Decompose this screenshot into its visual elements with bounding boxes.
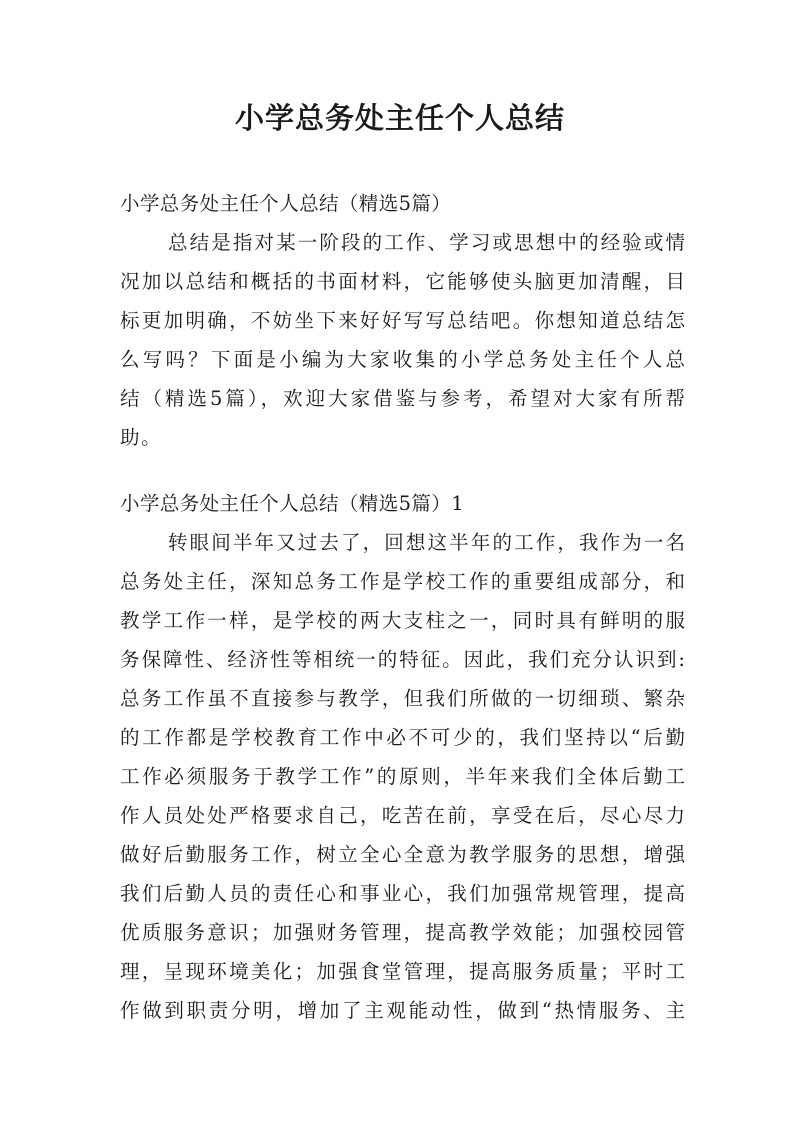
intro-line: 总结是指对某一阶段的工作、学习或思想中的经验或情 <box>168 231 685 254</box>
section-heading: 小学总务处主任个人总结（精选5篇）1 <box>120 492 465 515</box>
intro-line: 助。 <box>120 426 163 449</box>
section-line: 转眼间半年又过去了，回想这半年的工作，我作为一名 <box>168 531 685 554</box>
intro-line: 么写吗？下面是小编为大家收集的小学总务处主任个人总 <box>120 348 685 371</box>
section-line: 总务工作虽不直接参与教学，但我们所做的一切细琐、繁杂 <box>120 687 685 710</box>
intro-line: 况加以总结和概括的书面材料，它能够使头脑更加清醒，目 <box>120 270 685 293</box>
section-line: 理，呈现环境美化；加强食堂管理，提高服务质量；平时工 <box>120 960 685 983</box>
section-line: 的工作都是学校教育工作中必不可少的，我们坚持以“后勤 <box>120 726 685 749</box>
intro-heading: 小学总务处主任个人总结（精选5篇） <box>120 192 452 215</box>
section-line: 作做到职责分明，增加了主观能动性，做到“热情服务、主 <box>120 999 685 1022</box>
section-line: 务保障性、经济性等相统一的特征。因此，我们充分认识到: <box>120 648 685 671</box>
section-line: 作人员处处严格要求自己，吃苦在前，享受在后，尽心尽力 <box>120 804 685 827</box>
section-line: 做好后勤服务工作，树立全心全意为教学服务的思想，增强 <box>120 843 685 866</box>
intro-line: 结（精选5篇），欢迎大家借鉴与参考，希望对大家有所帮 <box>120 387 685 410</box>
section-line: 我们后勤人员的责任心和事业心，我们加强常规管理，提高 <box>120 882 685 905</box>
section-line: 工作必须服务于教学工作”的原则，半年来我们全体后勤工 <box>120 765 685 788</box>
section-line: 优质服务意识；加强财务管理，提高教学效能；加强校园管 <box>120 921 685 944</box>
section-line: 教学工作一样，是学校的两大支柱之一，同时具有鲜明的服 <box>120 609 685 632</box>
page-title: 小学总务处主任个人总结 <box>234 101 565 135</box>
section-line: 总务处主任，深知总务工作是学校工作的重要组成部分，和 <box>120 570 685 593</box>
intro-line: 标更加明确，不妨坐下来好好写写总结吧。你想知道总结怎 <box>120 309 685 332</box>
